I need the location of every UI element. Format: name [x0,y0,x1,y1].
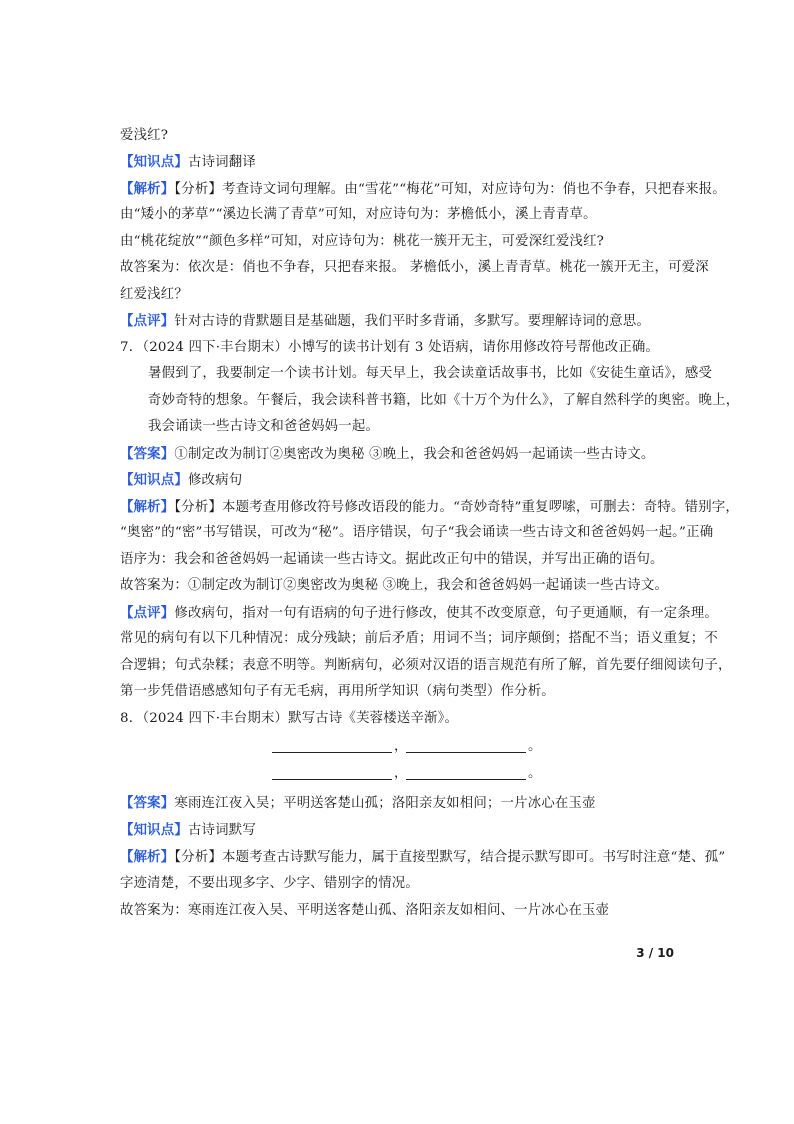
passage-line: 我会诵读一些古诗文和爸爸妈妈一起。 [148,419,380,434]
text-line: 【答案】寒雨连江夜入吴；平明送客楚山孤；洛阳亲友如相问；一片冰心在玉壶 [120,795,596,811]
section-tag: 【解析】 [120,181,175,197]
text-line: 故答案为：依次是：俏也不争春，只把春来报。 茅檐低小，溪上青青草。桃花一簇开无主，可爱深 [120,260,709,275]
answer-blank[interactable] [272,752,392,753]
section-tag: 【答案】 [120,446,175,462]
comma: ， [394,739,408,754]
text-line: 【答案】①制定改为制订②奥密改为奥秘 ③晚上，我会和爸爸妈妈一起诵读一些古诗文。 [120,446,655,462]
section-tag: 【解析】 [120,849,175,865]
text-line: 【点评】修改病句，指对一句有语病的句子进行修改，使其不改变原意，句子更通顺，有一定条理。 [120,605,718,621]
answer-blank[interactable] [406,779,526,780]
passage-line: 暑假到了，我要制定一个读书计划。每天早上，我会读童话故事书，比如《安徒生童话》，感受 [148,366,713,381]
text-line: 红爱浅红？ [120,287,188,302]
page-number: 3 / 10 [636,946,674,960]
passage-line: 奇妙奇特的想象。午餐后，我会读科普书籍，比如《十万个为什么》，了解自然科学的奥密。晚上， [148,393,740,408]
answer-blank[interactable] [406,752,526,753]
text-line: 【知识点】古诗词默写 [120,822,256,838]
text-line: 故答案为：①制定改为制订②奥密改为奥秘 ③晚上，我会和爸爸妈妈一起诵读一些古诗文。 [120,578,669,593]
text-line: 由“矮小的茅草”“溪边长满了青草”可知，对应诗句为：茅檐低小，溪上青青草。 [120,207,597,222]
text-line: 【点评】针对古诗的背默题目是基础题，我们平时多背诵，多默写。要理解诗词的意思。 [120,313,651,329]
section-tag: 【点评】 [120,313,175,329]
text-line: 字迹清楚，不要出现多字、少字、错别字的情况。 [120,876,419,891]
text-line: 爱浅红? [120,128,169,143]
section-tag: 【点评】 [120,605,175,621]
text-line: 语序为：我会和爸爸妈妈一起诵读一些古诗文。据此改正句中的错误，并写出正确的语句。 [120,552,664,567]
section-tag: 【答案】 [120,795,175,811]
text-line: 【解析】【分析】考查诗文词句理解。由“雪花”“梅花”可知，对应诗句为：俏也不争春，只把春来报。 [120,181,726,197]
text-line: “奥密”的“密”书写错误，可改为“秘”。语序错误，句子“我会诵读一些古诗文和爸爸妈妈一起。”正确 [120,525,714,540]
section-tag: 【知识点】 [120,154,188,170]
period: 。 [528,766,542,781]
question-7-title: 7．（2024 四下·丰台期末）小博写的读书计划有 3 处语病，请你用修改符号帮他改正确。 [120,340,660,355]
text-line: 由“桃花绽放”“颜色多样”可知，对应诗句为：桃花一簇开无主，可爱深红爱浅红? [120,234,605,249]
answer-blank[interactable] [272,779,392,780]
question-8-title: 8．（2024 四下·丰台期末）默写古诗《芙蓉楼送辛渐》。 [120,711,459,726]
text-line: 【知识点】修改病句 [120,472,243,488]
section-tag: 【知识点】 [120,822,188,838]
comma: ， [394,766,408,781]
section-tag: 【解析】 [120,499,175,515]
blank-row [272,738,542,756]
text-line: 【知识点】古诗词翻译 [120,154,256,170]
text-line: 合逻辑；句式杂糅；表意不明等。判断病句，必须对汉语的语言规范有所了解，首先要仔细阅读句子， [120,658,732,673]
section-tag: 【知识点】 [120,472,188,488]
text-line: 【解析】【分析】本题考查用修改符号修改语段的能力。“奇妙奇特”重复啰嗦，可删去：奇特。错别字， [120,499,739,515]
period: 。 [528,739,542,754]
text-line: 第一步凭借语感感知句子有无毛病，再用所学知识（病句类型）作分析。 [120,684,555,699]
blank-row [272,765,542,783]
text-line: 故答案为：寒雨连江夜入吴、平明送客楚山孤、洛阳亲友如相问、一片冰心在玉壶 [120,903,610,918]
text-line: 常见的病句有以下几种情况：成分残缺；前后矛盾；用词不当；词序颠倒；搭配不当；语义重复；不 [120,631,718,646]
text-line: 【解析】【分析】本题考查古诗默写能力，属于直接型默写，结合提示默写即可。书写时注意“楚、孤” [120,849,726,865]
